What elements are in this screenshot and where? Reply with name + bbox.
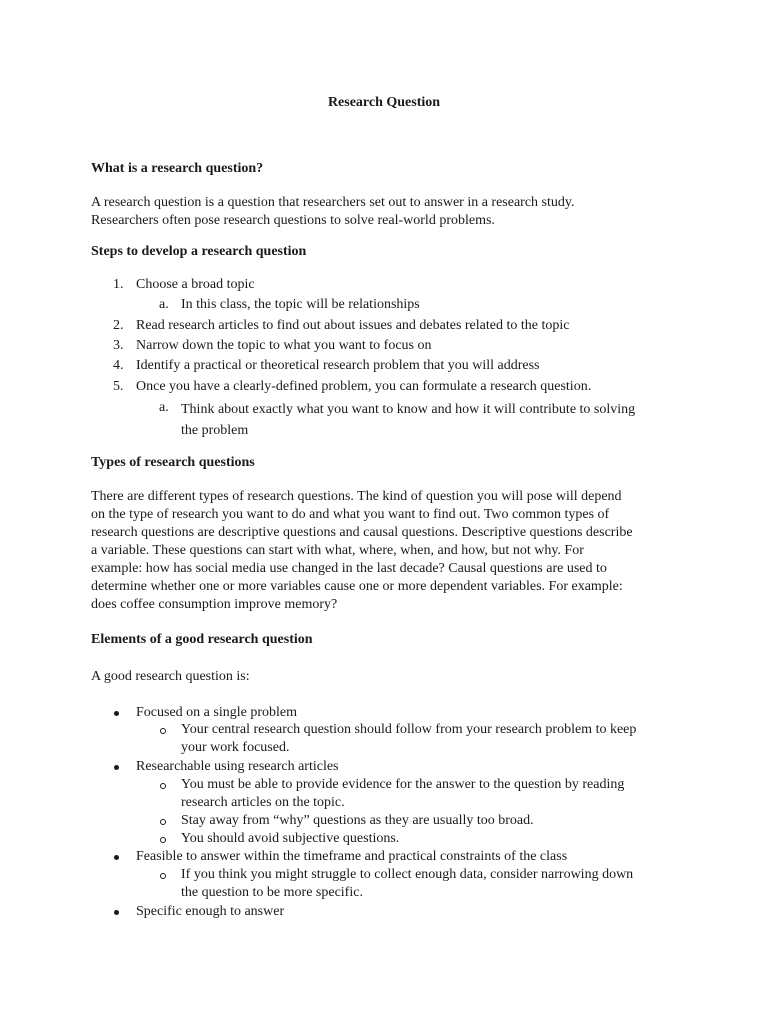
sublist-letter: a. [159,400,169,415]
list-item-text: Choose a broad topic [136,277,255,292]
bullet-item-text: Specific enough to answer [136,904,285,919]
bullet-icon [114,910,119,915]
paragraph-line: research questions are descriptive questions and causal questions. Descriptive questions describe [91,525,633,540]
hollow-bullet-icon [160,837,166,843]
bullet-item-text: Feasible to answer within the timeframe and practical constraints of the class [136,849,568,864]
sub-bullet-line: research articles on the topic. [181,795,345,810]
hollow-bullet-icon [160,728,166,734]
paragraph-line: example: how has social media use changed in the last decade? Causal questions are used to [91,561,607,576]
sub-bullet-line: the question to be more specific. [181,885,363,900]
sub-bullet-text [181,866,633,902]
sub-bullet-text [181,776,624,812]
list-item-text: Identify a practical or theoretical research problem that you will address [136,358,540,373]
paragraph-line: A research question is a question that researchers set out to answer in a research study. [91,195,575,210]
sublist-item-text: In this class, the topic will be relationships [181,297,420,312]
list-number: 3. [113,338,124,353]
section-heading-elements: Elements of a good research question [91,632,313,647]
bullet-icon [114,711,119,716]
sub-bullet-line: You must be able to provide evidence for the answer to the question by reading [181,777,625,792]
list-item-text: Once you have a clearly-defined problem, you can formulate a research question. [136,379,592,394]
list-number: 2. [113,318,124,333]
sublist-letter: a. [159,297,169,312]
sub-bullet-text [181,830,399,848]
section-heading-types: Types of research questions [91,455,255,470]
sublist-line: the problem [181,423,249,438]
paragraph-line: on the type of research you want to do and what you want to find out. Two common types of [91,507,610,522]
list-number: 4. [113,358,124,373]
section-heading-steps: Steps to develop a research question [91,244,307,259]
sublist-item-text [181,399,635,441]
sub-bullet-line: your work focused. [181,740,290,755]
document-title: Research Question [327,95,441,110]
bullet-icon [114,765,119,770]
sub-bullet-line: Your central research question should follow from your research problem to keep [181,722,637,737]
paragraph-line: a variable. These questions can start with what, where, when, and how, but not why. For [91,543,584,558]
paragraph-line: Researchers often pose research questions to solve real-world problems. [91,213,495,228]
hollow-bullet-icon [160,783,166,789]
hollow-bullet-icon [160,819,166,825]
section-heading-what-is: What is a research question? [91,161,264,176]
paragraph-types [91,488,681,614]
list-item-text: Narrow down the topic to what you want to focus on [136,338,432,353]
list-item-text: Read research articles to find out about issues and debates related to the topic [136,318,570,333]
sub-bullet-text [181,812,534,830]
paragraph-line: does coffee consumption improve memory? [91,597,338,612]
bullet-icon [114,855,119,860]
sub-bullet-line: If you think you might struggle to collect enough data, consider narrowing down [181,867,634,882]
bullet-item-text: Focused on a single problem [136,705,297,720]
paragraph-intro: A good research question is: [91,669,250,684]
list-number: 1. [113,277,124,292]
hollow-bullet-icon [160,873,166,879]
paragraph-definition [91,194,681,230]
sub-bullet-line: Stay away from “why” questions as they are usually too broad. [181,813,534,828]
sub-bullet-text [181,721,636,757]
paragraph-line: determine whether one or more variables cause one or more dependent variables. For example: [91,579,623,594]
bullet-item-text: Researchable using research articles [136,759,339,774]
list-number: 5. [113,379,124,394]
sub-bullet-line: You should avoid subjective questions. [181,831,400,846]
paragraph-line: There are different types of research questions. The kind of question you will pose will depend [91,489,622,504]
sublist-line: Think about exactly what you want to know and how it will contribute to solving [181,402,636,417]
